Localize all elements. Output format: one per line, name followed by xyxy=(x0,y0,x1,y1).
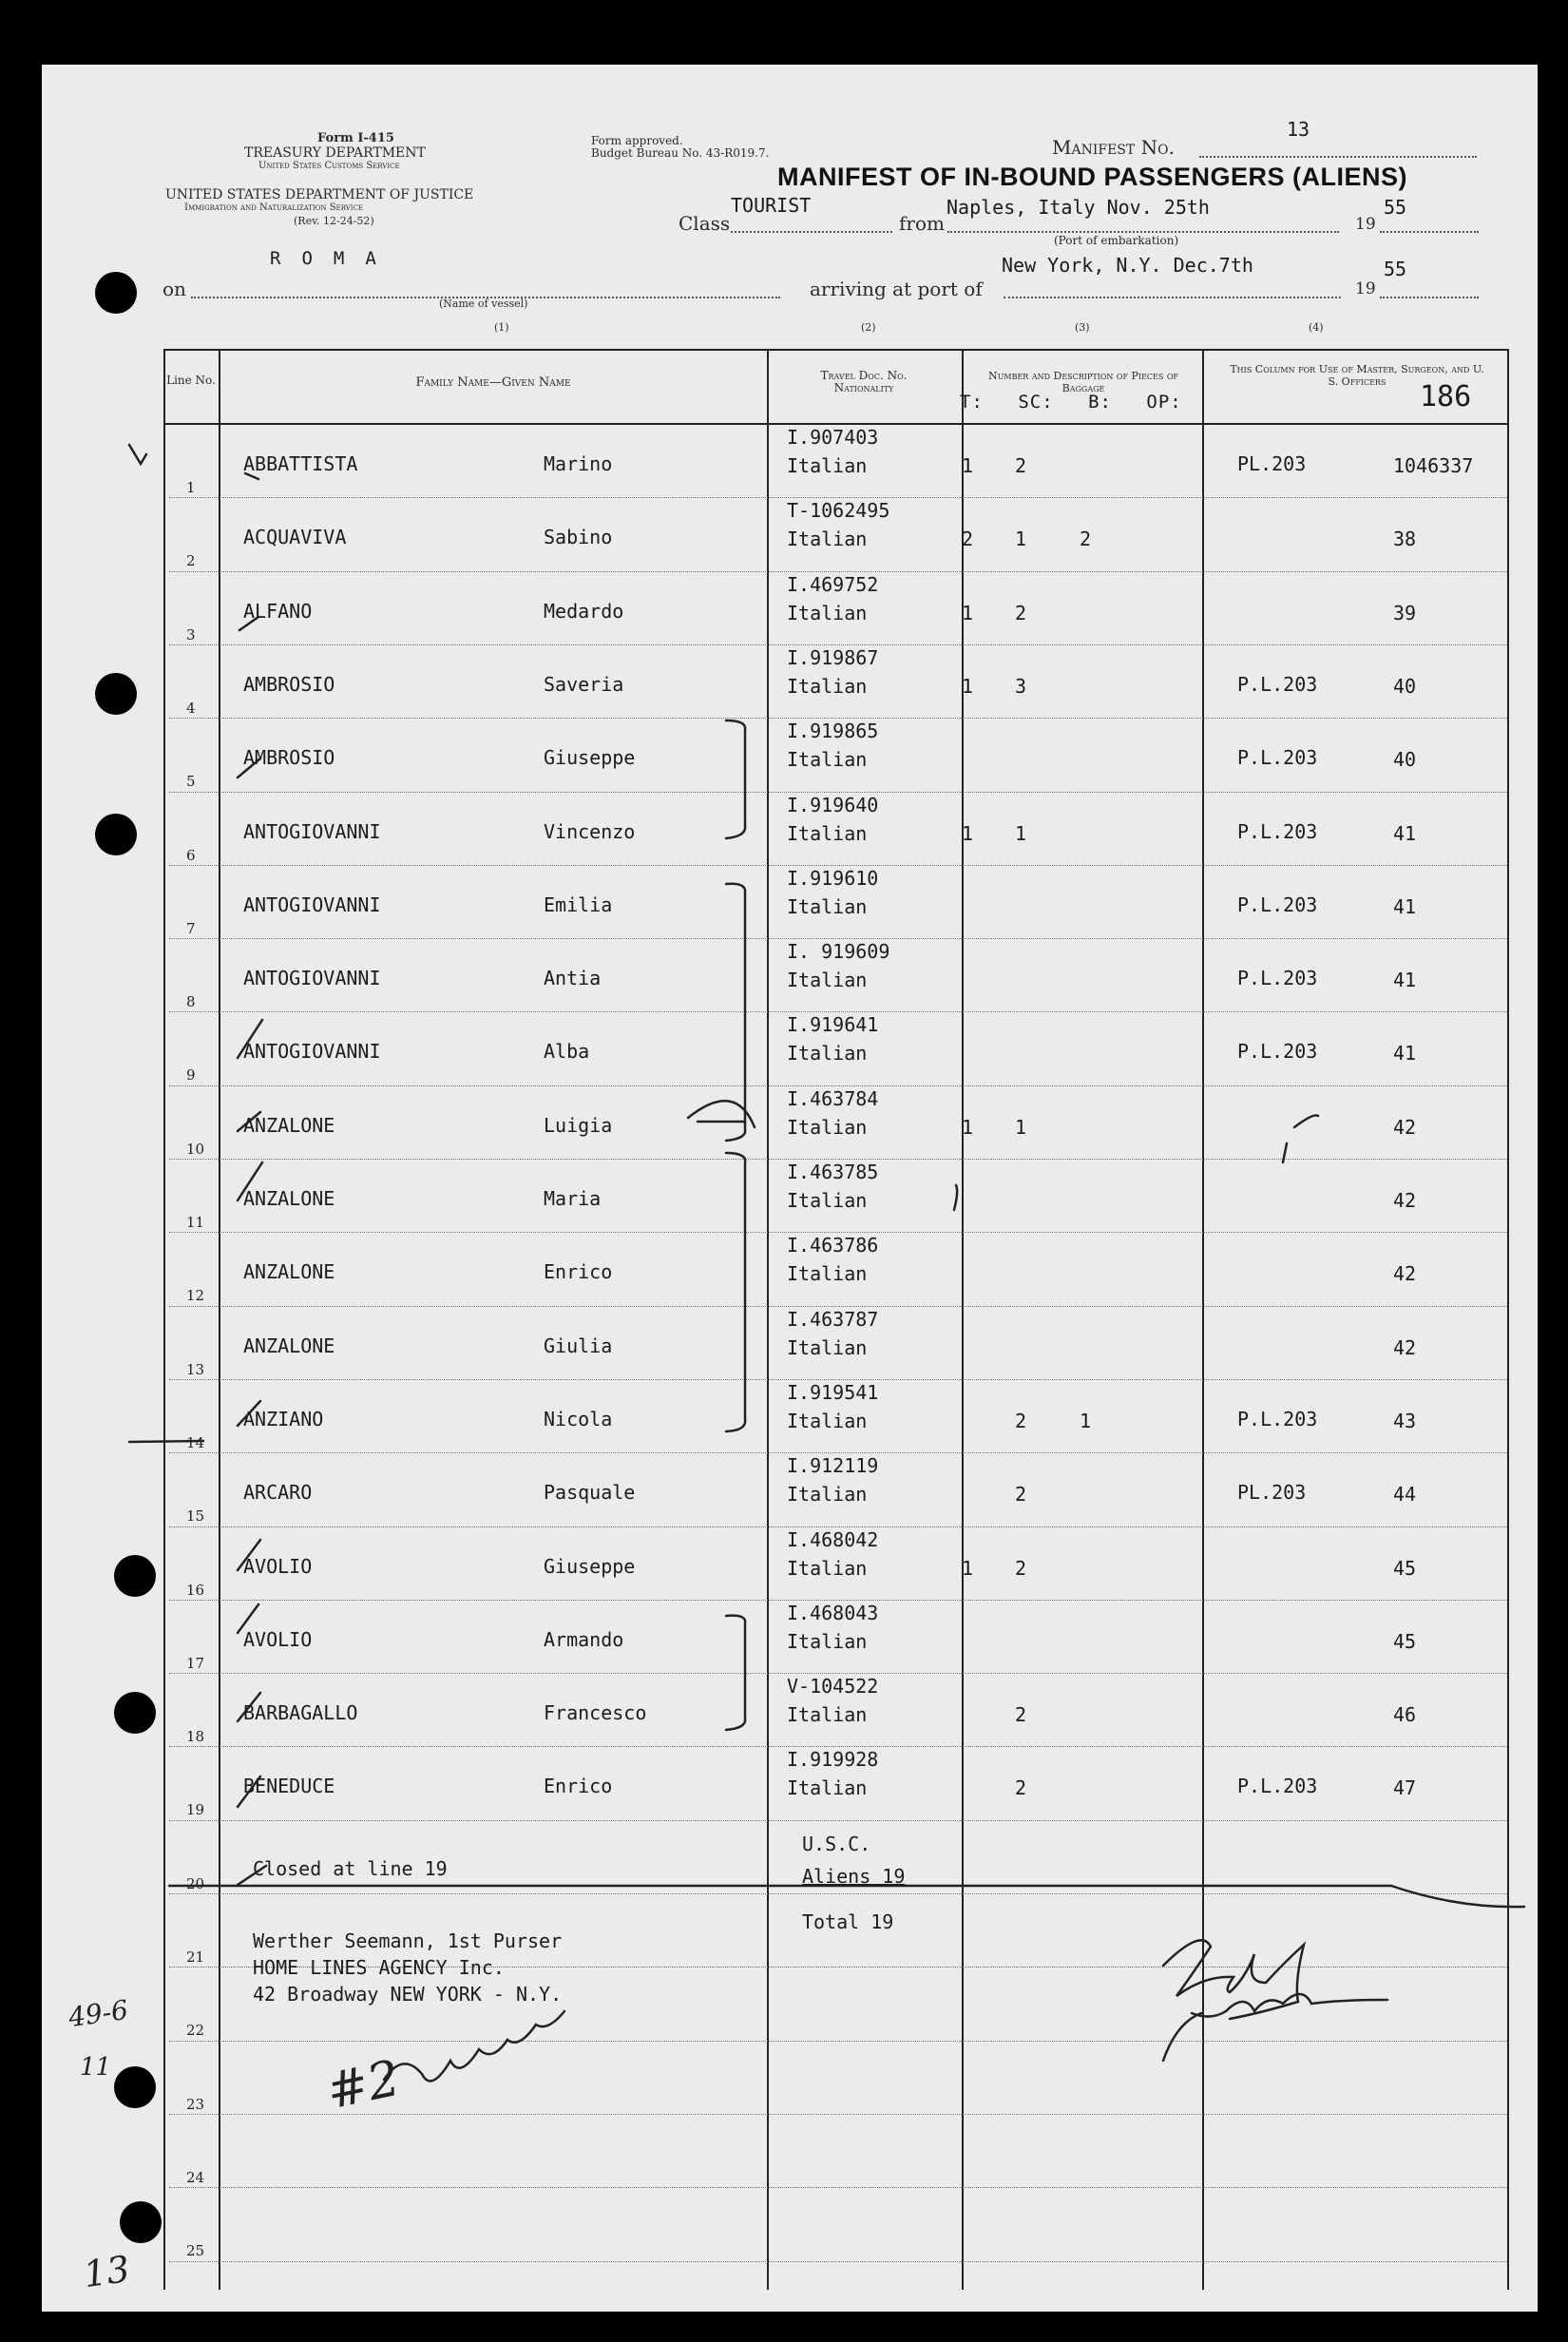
arriving-value: New York, N.Y. Dec.7th xyxy=(1002,254,1253,277)
agency-address: 42 Broadway NEW YORK - N.Y. xyxy=(253,1983,563,2006)
manifest-no-value: 13 xyxy=(1287,118,1310,141)
margin-note-11: 11 xyxy=(80,2053,112,2082)
margin-code: 49-6 xyxy=(67,1993,130,2034)
officer-number: 46 xyxy=(1393,1703,1417,1727)
officer-number: 39 xyxy=(1393,601,1417,624)
travel-doc-number: I.468043 xyxy=(787,1601,879,1624)
manifest-no-label: Manifest No. xyxy=(1052,136,1175,159)
arriving-label: arriving at port of xyxy=(810,278,983,300)
line-number: 13 xyxy=(186,1360,205,1378)
baggage-b: 1 xyxy=(1080,1409,1092,1432)
line-number: 11 xyxy=(186,1214,205,1231)
given-name: Medardo xyxy=(544,599,624,623)
punch-hole-7 xyxy=(120,2201,162,2243)
given-name: Nicola xyxy=(544,1407,613,1430)
nationality: Italian xyxy=(787,1115,868,1139)
header-name: Family Name—Given Name xyxy=(415,375,571,390)
col-3-number: (3) xyxy=(1075,321,1090,334)
col-2-number: (2) xyxy=(861,321,876,334)
header-travel-doc: Travel Doc. No. Nationality xyxy=(820,369,908,394)
given-name: Antia xyxy=(544,967,602,990)
aliens-count: Aliens 19 xyxy=(802,1865,906,1888)
purser-name: Werther Seemann, 1st Purser xyxy=(253,1929,563,1952)
col-1-number: (1) xyxy=(494,321,509,334)
travel-doc-number: I.919867 xyxy=(787,645,879,669)
officer-number: 38 xyxy=(1393,528,1417,551)
family-name: ANZALONE xyxy=(243,1334,335,1357)
line-number: 25 xyxy=(186,2242,205,2260)
nationality: Italian xyxy=(787,969,868,992)
travel-doc-number: T-1062495 xyxy=(787,499,890,523)
family-name: ARCARO xyxy=(243,1481,313,1505)
officer-number: 47 xyxy=(1393,1776,1417,1800)
port-caption: (Port of embarkation) xyxy=(1054,234,1179,247)
officer-number: 42 xyxy=(1393,1189,1417,1212)
baggage-sc: 2 xyxy=(1015,454,1027,477)
officer-number: 41 xyxy=(1393,969,1417,992)
family-name: ANZIANO xyxy=(243,1407,324,1430)
baggage-sc: 1 xyxy=(1015,821,1027,845)
line-number: 1 xyxy=(186,479,196,496)
vessel-name: ROMA xyxy=(270,248,397,269)
nationality: Italian xyxy=(787,894,868,918)
line-number: 3 xyxy=(186,625,196,643)
form-approved: Form approved. xyxy=(591,134,683,147)
nationality: Italian xyxy=(787,1776,868,1800)
officer-number: 45 xyxy=(1393,1556,1417,1580)
col-4-number: (4) xyxy=(1309,321,1324,334)
class-value: TOURIST xyxy=(731,194,812,217)
line-number: 9 xyxy=(186,1066,196,1085)
family-name: ALFANO xyxy=(243,599,313,623)
baggage-t: 1 xyxy=(962,1556,974,1580)
line-number: 17 xyxy=(186,1654,205,1672)
nationality: Italian xyxy=(787,674,868,698)
line-number: 5 xyxy=(186,773,196,791)
given-name: Armando xyxy=(544,1627,624,1651)
family-name: ANTOGIOVANNI xyxy=(243,1040,381,1064)
punch-hole-5 xyxy=(114,1692,156,1734)
given-name: Saveria xyxy=(544,672,624,696)
officer-number: 45 xyxy=(1393,1629,1417,1653)
officer-number: 44 xyxy=(1393,1483,1417,1507)
nationality: Italian xyxy=(787,601,868,624)
given-name: Luigia xyxy=(544,1113,613,1137)
travel-doc-number: I.919610 xyxy=(787,866,879,890)
from-value: Naples, Italy Nov. 25th xyxy=(947,196,1210,219)
header-baggage: Number and Description of Pieces of Baggage xyxy=(988,370,1178,394)
given-name: Alba xyxy=(544,1040,590,1064)
given-name: Pasquale xyxy=(544,1481,636,1505)
family-name: ANZALONE xyxy=(243,1113,335,1137)
given-name: Emilia xyxy=(544,893,613,916)
nationality: Italian xyxy=(787,1189,868,1212)
travel-doc-number: V-104522 xyxy=(787,1675,879,1699)
officer-number: 40 xyxy=(1393,748,1417,772)
officer-number: 42 xyxy=(1393,1335,1417,1359)
treasury-dept: TREASURY DEPARTMENT xyxy=(244,145,426,161)
travel-doc-number: I.919928 xyxy=(787,1748,879,1772)
family-name: ANTOGIOVANNI xyxy=(243,967,381,990)
given-name: Marino xyxy=(544,452,613,475)
given-name: Enrico xyxy=(544,1260,613,1284)
travel-doc-number: I.907403 xyxy=(787,426,879,449)
line-number: 2 xyxy=(186,552,196,570)
officer-note: P.L.203 xyxy=(1237,1775,1318,1798)
baggage-sc: 2 xyxy=(1015,1776,1027,1800)
line-number: 20 xyxy=(186,1874,205,1892)
form-number: Form I-415 xyxy=(317,131,394,145)
officer-number: 43 xyxy=(1393,1409,1417,1432)
line-number: 19 xyxy=(186,1801,205,1819)
nationality: Italian xyxy=(787,821,868,845)
line-number: 23 xyxy=(186,2095,205,2113)
officer-note: P.L.203 xyxy=(1237,819,1318,843)
line-number: 22 xyxy=(186,2022,205,2040)
punch-hole-1 xyxy=(95,272,137,314)
punch-hole-6 xyxy=(114,2066,156,2108)
family-name: ABBATTISTA xyxy=(243,452,358,475)
baggage-sc: 2 xyxy=(1015,1556,1027,1580)
punch-hole-2 xyxy=(95,673,137,715)
travel-doc-number: I.919865 xyxy=(787,720,879,743)
line-number: 15 xyxy=(186,1507,205,1526)
handwriting-strokes xyxy=(42,65,1538,2312)
family-name: BARBAGALLO xyxy=(243,1701,358,1725)
manifest-title: MANIFEST OF IN-BOUND PASSENGERS (ALIENS) xyxy=(777,163,1408,191)
travel-doc-number: I.463784 xyxy=(787,1086,879,1110)
line-number: 4 xyxy=(186,699,196,717)
given-name: Maria xyxy=(544,1187,602,1210)
baggage-t: 1 xyxy=(962,674,974,698)
nationality: Italian xyxy=(787,1703,868,1727)
nationality: Italian xyxy=(787,1629,868,1653)
baggage-t: 2 xyxy=(962,528,974,551)
hash-note: #2 xyxy=(321,2049,406,2121)
family-name: ANZALONE xyxy=(243,1260,335,1284)
travel-doc-number: I.919640 xyxy=(787,793,879,816)
baggage-sc: 2 xyxy=(1015,1703,1027,1727)
family-name: ACQUAVIVA xyxy=(243,526,347,549)
nationality: Italian xyxy=(787,1262,868,1286)
budget-bureau: Budget Bureau No. 43-R019.7. xyxy=(591,146,770,160)
officer-number: 41 xyxy=(1393,894,1417,918)
line-number: 21 xyxy=(186,1948,205,1966)
officer-note: P.L.203 xyxy=(1237,1040,1318,1064)
year-value-1: 55 xyxy=(1384,196,1407,219)
header-officers: This Column for Use of Master, Surgeon, and U. S. Officers xyxy=(1230,363,1484,388)
given-name: Giulia xyxy=(544,1334,613,1357)
officer-number: 1046337 xyxy=(1393,454,1474,477)
family-name: AVOLIO xyxy=(243,1627,313,1651)
header-baggage-codes: T: SC: B: OP: xyxy=(960,392,1182,413)
nationality: Italian xyxy=(787,454,868,477)
baggage-sc: 3 xyxy=(1015,674,1027,698)
nationality: Italian xyxy=(787,528,868,551)
baggage-sc: 1 xyxy=(1015,1115,1027,1139)
given-name: Francesco xyxy=(544,1701,647,1725)
total-count: Total 19 xyxy=(802,1910,894,1933)
nationality: Italian xyxy=(787,1335,868,1359)
margin-note-13: 13 xyxy=(81,2247,133,2296)
given-name: Giuseppe xyxy=(544,1554,636,1578)
officer-number: 42 xyxy=(1393,1115,1417,1139)
family-name: ANZALONE xyxy=(243,1187,335,1210)
travel-doc-number: I.463787 xyxy=(787,1307,879,1331)
from-label: from xyxy=(899,212,945,235)
baggage-t: 1 xyxy=(962,601,974,624)
line-number: 14 xyxy=(186,1433,205,1451)
nationality: Italian xyxy=(787,1409,868,1432)
class-label: Class xyxy=(679,212,731,235)
on-label: on xyxy=(163,278,186,300)
nationality: Italian xyxy=(787,1556,868,1580)
family-name: BENEDUCE xyxy=(243,1775,335,1798)
year-prefix-1: 19 xyxy=(1355,215,1376,234)
travel-doc-number: I.912119 xyxy=(787,1454,879,1478)
officer-note: PL.203 xyxy=(1237,1481,1307,1505)
family-name: ANTOGIOVANNI xyxy=(243,893,381,916)
year-prefix-2: 19 xyxy=(1355,279,1376,298)
nationality: Italian xyxy=(787,1042,868,1065)
closed-at-line: Closed at line 19 xyxy=(253,1857,448,1880)
header-line-no: Line No. xyxy=(166,374,216,387)
travel-doc-number: I.919541 xyxy=(787,1380,879,1404)
baggage-sc: 1 xyxy=(1015,528,1027,551)
nationality: Italian xyxy=(787,748,868,772)
baggage-t: 1 xyxy=(962,1115,974,1139)
baggage-t: 1 xyxy=(962,821,974,845)
travel-doc-number: I.463785 xyxy=(787,1161,879,1183)
revision-date: (Rev. 12-24-52) xyxy=(294,215,374,227)
immigration-service: Immigration and Naturalization Service xyxy=(184,202,364,213)
travel-doc-number: I.469752 xyxy=(787,572,879,596)
nationality: Italian xyxy=(787,1483,868,1507)
punch-hole-4 xyxy=(114,1555,156,1597)
usc-mark: U.S.C. xyxy=(802,1833,871,1855)
family-name: ANTOGIOVANNI xyxy=(243,819,381,843)
given-name: Enrico xyxy=(544,1775,613,1798)
line-number: 6 xyxy=(186,846,196,864)
given-name: Sabino xyxy=(544,526,613,549)
officer-number: 41 xyxy=(1393,821,1417,845)
year-value-2: 55 xyxy=(1384,258,1407,280)
baggage-sc: 2 xyxy=(1015,1483,1027,1507)
travel-doc-number: I.919641 xyxy=(787,1013,879,1037)
line-number: 8 xyxy=(186,993,196,1011)
line-number: 18 xyxy=(186,1728,205,1746)
officer-note: P.L.203 xyxy=(1237,1407,1318,1430)
punch-hole-3 xyxy=(95,814,137,855)
agency-name: HOME LINES AGENCY Inc. xyxy=(253,1956,505,1979)
customs-service: United States Customs Service xyxy=(258,161,400,171)
travel-doc-number: I.463786 xyxy=(787,1234,879,1257)
travel-doc-number: I. 919609 xyxy=(787,940,890,964)
line-number: 16 xyxy=(186,1581,205,1599)
travel-doc-number: I.468042 xyxy=(787,1527,879,1551)
manifest-page xyxy=(42,65,1538,2312)
line-number: 12 xyxy=(186,1287,205,1305)
officer-number: 41 xyxy=(1393,1042,1417,1065)
given-name: Vincenzo xyxy=(544,819,636,843)
officer-note: P.L.203 xyxy=(1237,893,1318,916)
baggage-sc: 2 xyxy=(1015,1409,1027,1432)
vessel-caption: (Name of vessel) xyxy=(439,298,528,310)
baggage-b: 2 xyxy=(1080,528,1092,551)
family-name: AMBROSIO xyxy=(243,672,335,696)
family-name: AVOLIO xyxy=(243,1554,313,1578)
officer-number: 40 xyxy=(1393,674,1417,698)
officer-note: P.L.203 xyxy=(1237,967,1318,990)
line-number: 10 xyxy=(186,1140,205,1158)
family-name: AMBROSIO xyxy=(243,746,335,770)
justice-dept: UNITED STATES DEPARTMENT OF JUSTICE xyxy=(165,187,474,202)
baggage-sc: 2 xyxy=(1015,601,1027,624)
given-name: Giuseppe xyxy=(544,746,636,770)
officer-note: P.L.203 xyxy=(1237,746,1318,770)
line-number: 7 xyxy=(186,919,196,937)
officer-note: PL.203 xyxy=(1237,452,1307,475)
page-number: 186 xyxy=(1420,380,1472,413)
officer-note: P.L.203 xyxy=(1237,672,1318,696)
officer-number: 42 xyxy=(1393,1262,1417,1286)
line-number: 24 xyxy=(186,2168,205,2186)
baggage-t: 1 xyxy=(962,454,974,477)
